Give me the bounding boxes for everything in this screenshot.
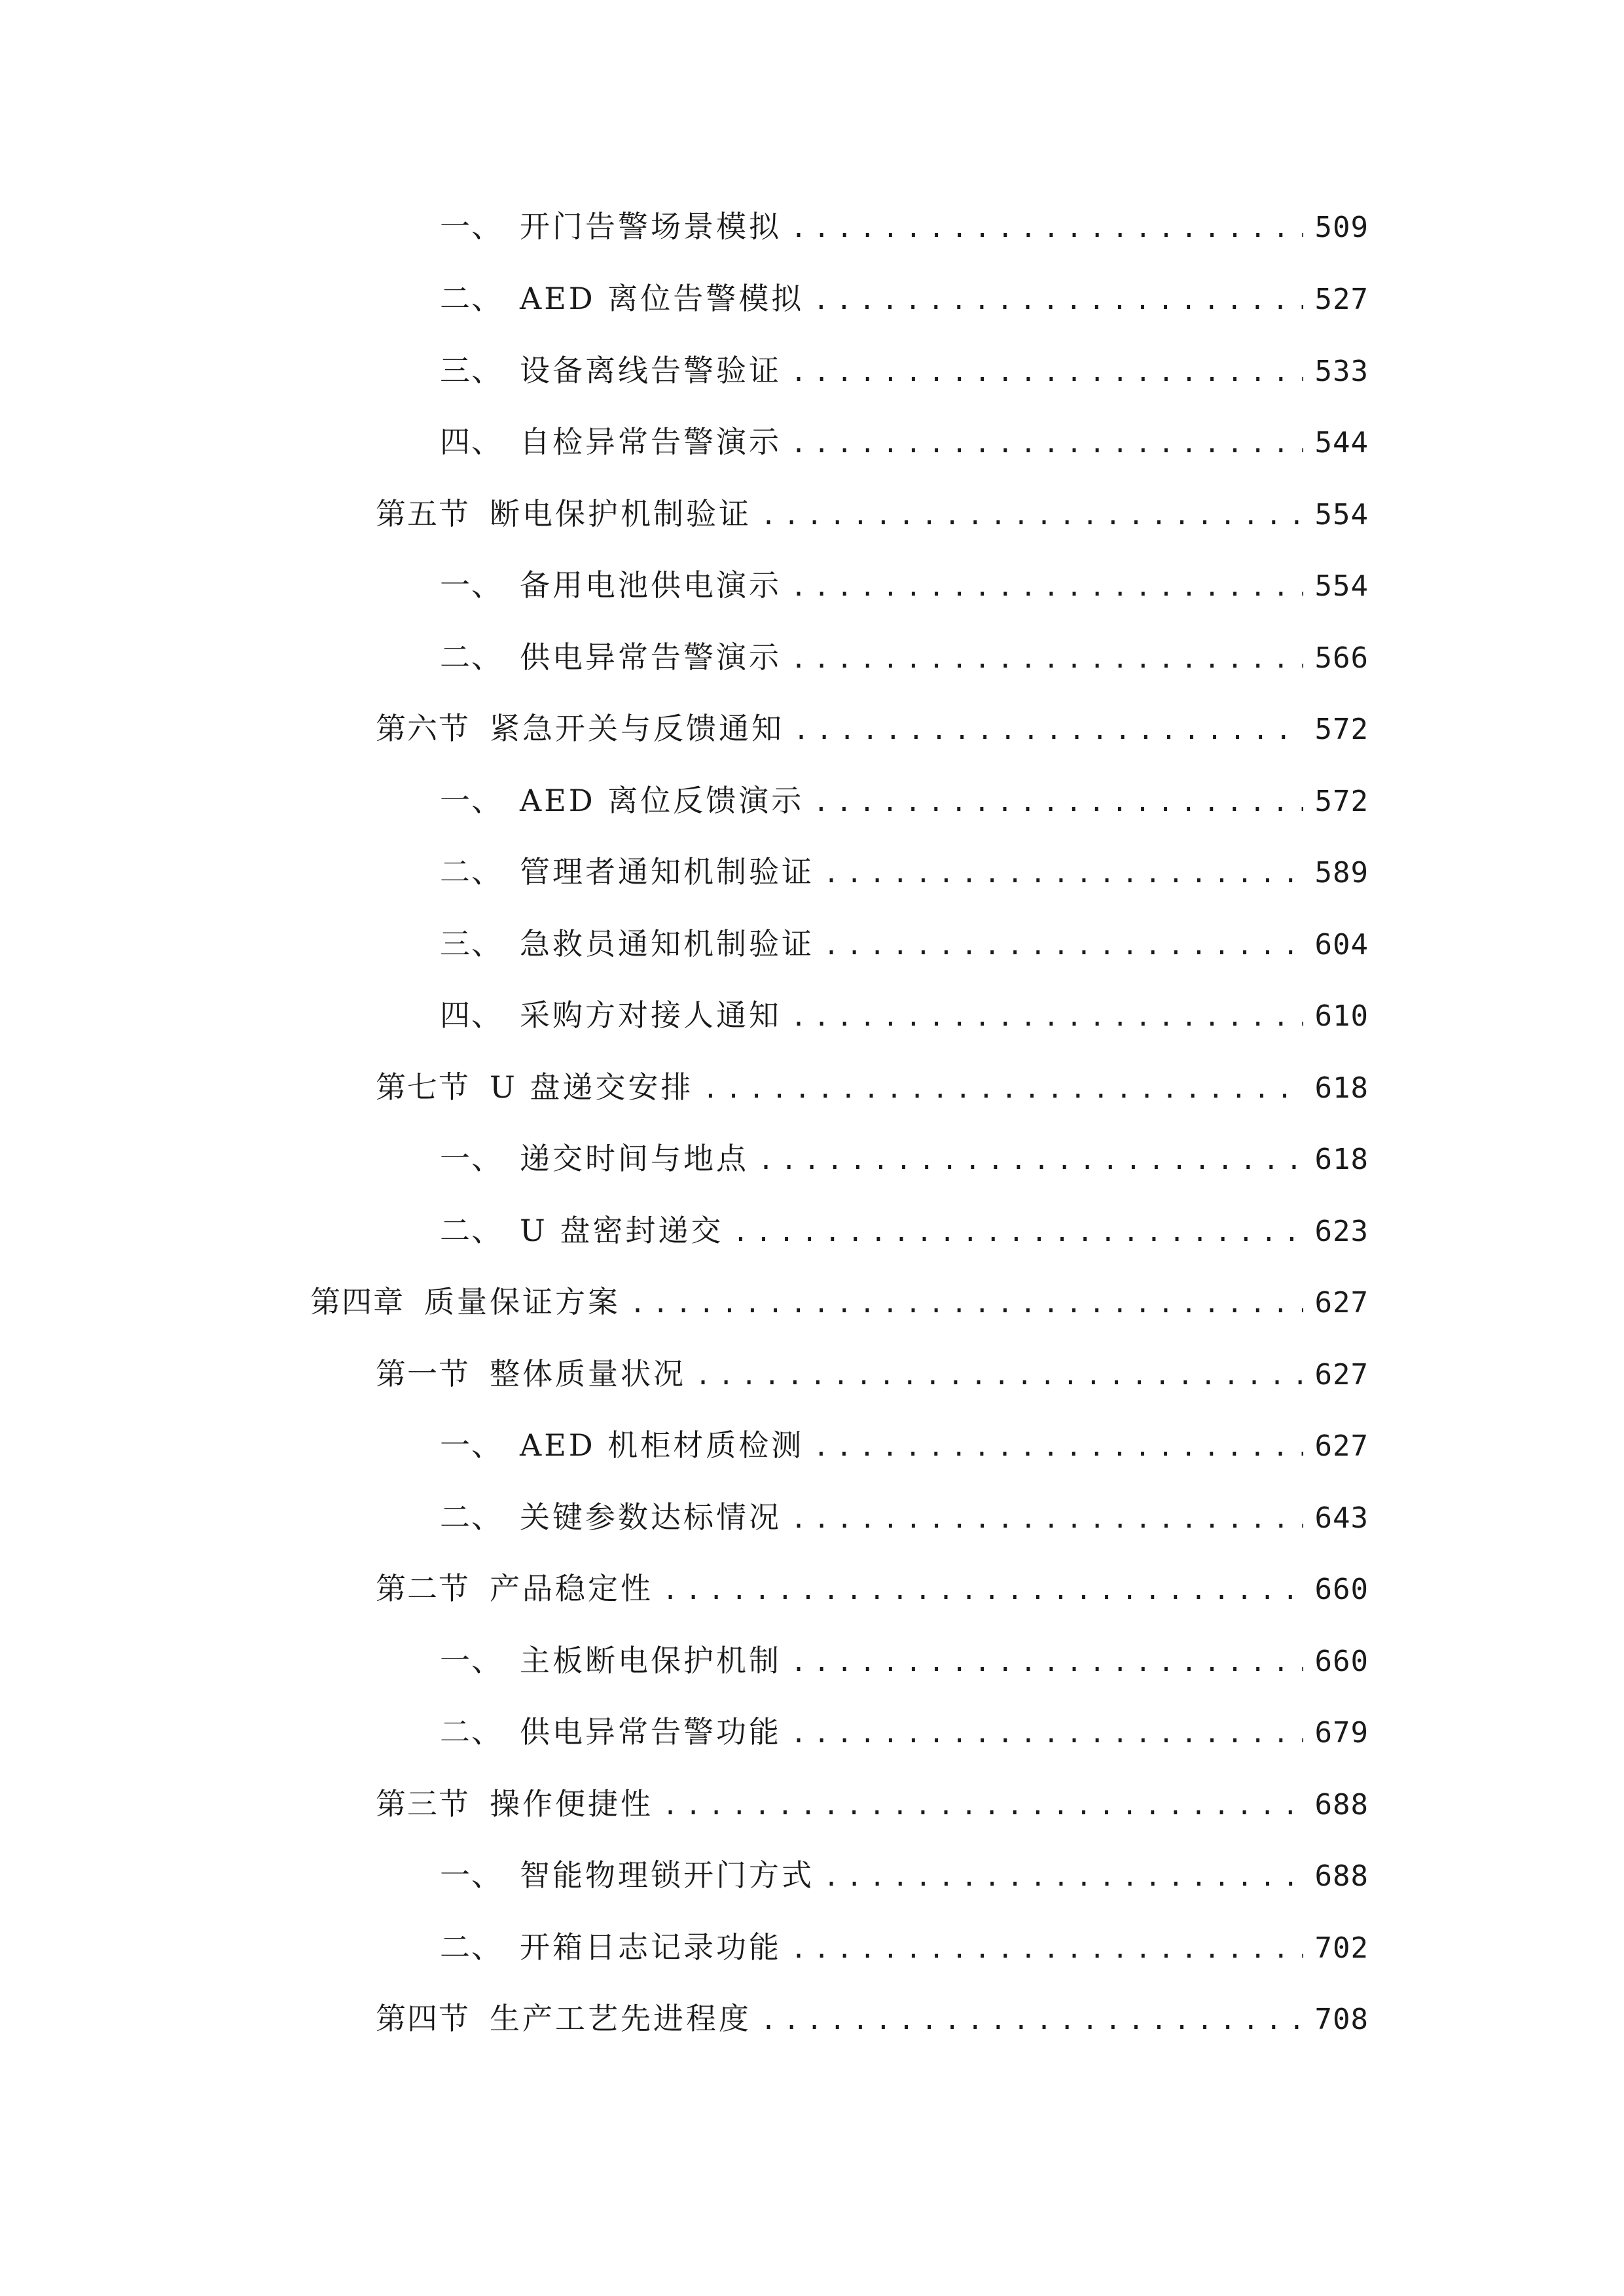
dot-leader xyxy=(791,1504,1303,1534)
toc-number: 第一节 xyxy=(376,1356,470,1391)
toc-number: 第四章 xyxy=(310,1284,405,1319)
toc-page-number: 660 xyxy=(1314,1573,1369,1606)
toc-entry[interactable] xyxy=(376,1565,1369,1611)
toc-title: 断电保护机制验证 xyxy=(490,496,751,531)
toc-title: 紧急开关与反馈通知 xyxy=(490,711,784,746)
toc-page-number: 527 xyxy=(1314,283,1369,316)
dot-leader xyxy=(791,213,1303,243)
toc-title: U 盘递交安排 xyxy=(490,1069,694,1105)
toc-entry[interactable] xyxy=(440,992,1369,1037)
toc-page-number: 589 xyxy=(1314,856,1369,889)
toc-page-number: 604 xyxy=(1314,928,1369,961)
toc-entry[interactable] xyxy=(440,920,1369,966)
toc-number: 一、 xyxy=(440,1857,503,1893)
toc-title: 急救员通知机制验证 xyxy=(520,926,814,961)
dot-leader xyxy=(732,1217,1303,1247)
toc-page-number: 618 xyxy=(1314,1143,1369,1176)
dot-leader xyxy=(630,1289,1303,1319)
toc-page-number: 679 xyxy=(1314,1716,1369,1749)
toc-number: 二、 xyxy=(440,639,503,675)
toc-title: AED 离位告警模拟 xyxy=(520,281,804,316)
toc-title: 生产工艺先进程度 xyxy=(490,2001,751,2036)
dot-leader xyxy=(791,644,1303,674)
toc-number: 一、 xyxy=(440,567,503,603)
toc-page-number: 688 xyxy=(1314,1788,1369,1821)
toc-number: 第五节 xyxy=(376,496,470,531)
dot-leader xyxy=(823,859,1303,889)
toc-entry[interactable] xyxy=(440,347,1369,393)
toc-page-number: 509 xyxy=(1314,211,1369,244)
toc-number: 四、 xyxy=(440,424,503,459)
toc-page-number: 660 xyxy=(1314,1645,1369,1678)
dot-leader xyxy=(791,572,1303,602)
dot-leader xyxy=(813,285,1303,315)
toc-page-number: 618 xyxy=(1314,1071,1369,1105)
toc-page-number: 610 xyxy=(1314,999,1369,1033)
dot-leader xyxy=(791,1647,1303,1677)
toc-number: 二、 xyxy=(440,1213,503,1248)
toc-entry[interactable] xyxy=(440,275,1369,321)
toc-number: 第七节 xyxy=(376,1069,470,1105)
toc-title: 产品稳定性 xyxy=(490,1571,653,1606)
toc-entry[interactable] xyxy=(440,777,1369,823)
toc-page-number: 627 xyxy=(1314,1429,1369,1463)
dot-leader xyxy=(662,1791,1303,1821)
toc-page-number: 627 xyxy=(1314,1358,1369,1391)
toc-entry[interactable] xyxy=(310,1278,1369,1324)
toc-title: 质量保证方案 xyxy=(424,1284,621,1319)
toc-page-number: 554 xyxy=(1314,569,1369,603)
toc-title: 管理者通知机制验证 xyxy=(520,854,814,889)
toc-title: 开箱日志记录功能 xyxy=(520,1929,782,1965)
toc-number: 二、 xyxy=(440,1714,503,1749)
toc-entry[interactable] xyxy=(376,490,1369,536)
toc-title: 递交时间与地点 xyxy=(520,1141,749,1176)
dot-leader xyxy=(791,1934,1303,1964)
toc-number: 第六节 xyxy=(376,711,470,746)
toc-page-number: 702 xyxy=(1314,1931,1369,1965)
toc-entry[interactable] xyxy=(440,1494,1369,1539)
toc-number: 第二节 xyxy=(376,1571,470,1606)
toc-number: 二、 xyxy=(440,1929,503,1965)
dot-leader xyxy=(791,429,1303,459)
toc-number: 第三节 xyxy=(376,1786,470,1821)
dot-leader xyxy=(823,931,1303,961)
toc-entry[interactable] xyxy=(440,562,1369,607)
toc-page-number: 554 xyxy=(1314,498,1369,531)
toc-entry[interactable] xyxy=(440,848,1369,894)
toc-title: 开门告警场景模拟 xyxy=(520,209,782,244)
dot-leader xyxy=(793,715,1303,745)
dot-leader xyxy=(761,501,1303,531)
toc-title: 主板断电保护机制 xyxy=(520,1643,782,1678)
toc-entry[interactable] xyxy=(376,1995,1369,2041)
toc-number: 四、 xyxy=(440,997,503,1033)
toc-number: 一、 xyxy=(440,1643,503,1678)
dot-leader xyxy=(761,2005,1303,2036)
dot-leader xyxy=(791,1002,1303,1032)
toc-entry[interactable] xyxy=(440,1708,1369,1754)
toc-entry[interactable] xyxy=(440,418,1369,464)
toc-title: AED 机柜材质检测 xyxy=(520,1427,804,1463)
dot-leader xyxy=(791,357,1303,387)
toc-number: 二、 xyxy=(440,854,503,889)
toc-entry[interactable] xyxy=(440,1422,1369,1467)
toc-title: 供电异常告警演示 xyxy=(520,639,782,675)
toc-entry[interactable] xyxy=(440,1637,1369,1683)
toc-title: 供电异常告警功能 xyxy=(520,1714,782,1749)
toc-page-number: 544 xyxy=(1314,426,1369,459)
toc-entry[interactable] xyxy=(440,1852,1369,1897)
toc-page-number: 627 xyxy=(1314,1286,1369,1319)
toc-page-number: 708 xyxy=(1314,2003,1369,2036)
toc-title: 智能物理锁开门方式 xyxy=(520,1857,814,1893)
dot-leader xyxy=(702,1074,1303,1104)
dot-leader xyxy=(695,1361,1303,1391)
toc-number: 第四节 xyxy=(376,2001,470,2036)
toc-page-number: 572 xyxy=(1314,713,1369,746)
toc-number: 一、 xyxy=(440,1427,503,1463)
toc-number: 三、 xyxy=(440,353,503,388)
toc-title: AED 离位反馈演示 xyxy=(520,783,804,818)
dot-leader xyxy=(758,1145,1303,1175)
toc-title: 关键参数达标情况 xyxy=(520,1499,782,1535)
dot-leader xyxy=(813,1432,1303,1462)
toc-page-number: 533 xyxy=(1314,355,1369,388)
toc-entry[interactable] xyxy=(440,634,1369,679)
toc-title: 设备离线告警验证 xyxy=(520,353,782,388)
toc-number: 一、 xyxy=(440,783,503,818)
toc-number: 二、 xyxy=(440,1499,503,1535)
toc-page-number: 572 xyxy=(1314,785,1369,818)
toc-title: 采购方对接人通知 xyxy=(520,997,782,1033)
toc-entry[interactable] xyxy=(440,1207,1369,1253)
toc-page-number: 623 xyxy=(1314,1215,1369,1248)
toc-entry[interactable] xyxy=(440,203,1369,249)
dot-leader xyxy=(662,1575,1303,1605)
toc-entry[interactable] xyxy=(376,1064,1369,1109)
toc-entry[interactable] xyxy=(376,705,1369,751)
toc-page-number: 643 xyxy=(1314,1501,1369,1535)
dot-leader xyxy=(791,1719,1303,1749)
toc-number: 二、 xyxy=(440,281,503,316)
toc-entry[interactable] xyxy=(440,1135,1369,1181)
toc-number: 一、 xyxy=(440,1141,503,1176)
toc-number: 三、 xyxy=(440,926,503,961)
dot-leader xyxy=(823,1862,1303,1892)
toc-title: U 盘密封递交 xyxy=(520,1213,724,1248)
toc-title: 自检异常告警演示 xyxy=(520,424,782,459)
toc-entry[interactable] xyxy=(376,1350,1369,1396)
toc-number: 一、 xyxy=(440,209,503,244)
toc-title: 备用电池供电演示 xyxy=(520,567,782,603)
toc-title: 操作便捷性 xyxy=(490,1786,653,1821)
toc-title: 整体质量状况 xyxy=(490,1356,686,1391)
dot-leader xyxy=(813,787,1303,817)
toc-page-number: 688 xyxy=(1314,1859,1369,1893)
toc-entry[interactable] xyxy=(376,1780,1369,1826)
toc-entry[interactable] xyxy=(440,1924,1369,1969)
toc-page-number: 566 xyxy=(1314,641,1369,675)
